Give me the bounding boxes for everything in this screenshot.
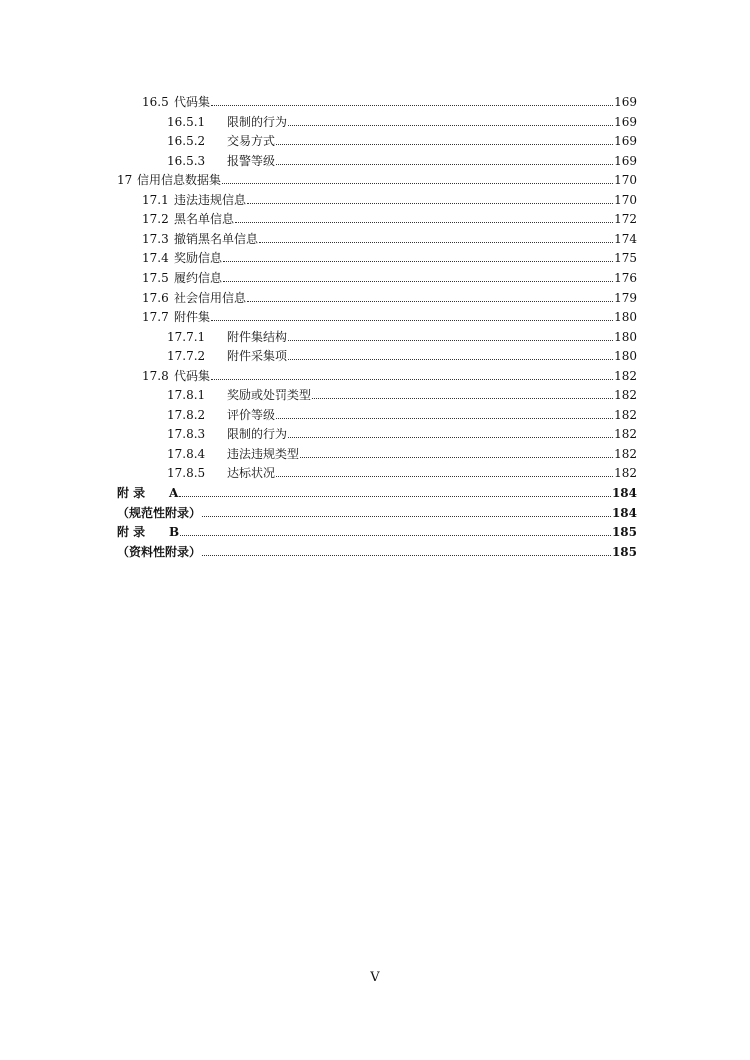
toc-leader-dots [259,241,613,243]
toc-entry[interactable] [142,306,637,324]
toc-entry[interactable] [142,91,637,109]
toc-leader-dots [202,554,611,556]
toc-entry-page: 185 [611,544,637,559]
toc-leader-dots [222,182,613,184]
toc-entry-title: 达标状况 [227,466,276,481]
toc-entry-title: 评价等级 [227,407,276,422]
toc-entry-page: 184 [611,486,637,500]
toc-entry-page: 182 [614,388,637,403]
toc-leader-dots [202,515,611,517]
toc-entry[interactable] [142,267,637,285]
toc-entry[interactable] [142,208,637,226]
toc-leader-dots [312,397,613,399]
toc-leader-dots [235,221,613,223]
toc-entry[interactable] [167,384,637,402]
toc-leader-dots [223,280,613,282]
toc-entry-number: 附 录 [117,525,146,540]
toc-entry-page: 172 [614,212,637,227]
toc-leader-dots [300,456,613,458]
toc-leader-dots [211,319,613,321]
toc-entry-page: 179 [614,290,637,305]
toc-entry-page: 180 [614,310,637,325]
toc-entry-page: 176 [614,270,637,285]
toc-entry[interactable] [142,189,637,207]
toc-entry[interactable] [142,365,637,383]
toc-entry-title: （规范性附录） [117,505,202,520]
toc-entry-title: 附件集结构 [227,329,288,344]
toc-entry[interactable] [117,541,637,559]
toc-entry-page: 185 [611,525,637,540]
toc-entry-title: 违法违规类型 [227,446,300,461]
toc-entry-page: 175 [614,251,637,266]
toc-entry-title: 附件集 [174,310,211,325]
toc-entry[interactable] [167,443,637,461]
toc-leader-dots [276,475,613,477]
toc-entry[interactable] [142,287,637,305]
toc-leader-dots [179,495,611,497]
toc-entry-number: 17.7.2 [167,349,206,364]
toc-entry-title: 附件采集项 [227,349,288,364]
toc-entry[interactable] [167,150,637,168]
toc-entry-number: 17.7.1 [167,329,206,344]
toc-leader-dots [211,104,613,106]
toc-entry[interactable] [167,130,637,148]
toc-entry[interactable] [167,345,637,363]
toc-entry-number: 17 [117,173,133,188]
toc-entry-page: 169 [614,95,637,109]
toc-entry[interactable] [167,423,637,441]
toc-entry-title: 奖励或处罚类型 [227,388,312,403]
toc-entry-title: 奖励信息 [174,251,223,266]
toc-entry-number: 17.8.4 [167,446,206,461]
toc-entry-number: 16.5 [142,95,169,109]
toc-entry-number: 16.5.2 [167,134,206,149]
toc-entry-page: 180 [614,349,637,364]
toc-entry-number: 17.6 [142,290,169,305]
toc-entry-number: 17.8.5 [167,466,206,481]
toc-entry-page: 182 [614,427,637,442]
page-number: V [370,970,380,985]
toc-entry-title: 代码集 [174,95,211,109]
toc-leader-dots [247,300,613,302]
toc-entry-title: 限制的行为 [227,114,288,129]
toc-entry[interactable] [117,521,637,539]
toc-entry-number: 16.5.3 [167,153,206,168]
toc-entry-title: 撤销黑名单信息 [174,231,259,246]
toc-entry-title: 交易方式 [227,134,276,149]
toc-entry-page: 182 [614,368,637,383]
toc-entry-page: 182 [614,446,637,461]
toc-entry-title: 黑名单信息 [174,212,235,227]
toc-leader-dots [276,163,613,165]
toc-entry-page: 170 [614,173,637,188]
toc-entry-number: 17.8.2 [167,407,206,422]
toc-leader-dots [276,143,613,145]
toc-entry-title: 社会信用信息 [174,290,247,305]
toc-entry-number: 17.8 [142,368,169,383]
toc-entry-title: （资料性附录） [117,544,202,559]
toc-entry-number: 17.5 [142,270,169,285]
toc-leader-dots [223,260,613,262]
toc-entry-title: 报警等级 [227,153,276,168]
toc-entry-page: 169 [614,114,637,129]
toc-leader-dots [288,358,613,360]
toc-entry-number: 附 录 [117,486,146,500]
toc-entry-page: 169 [614,134,637,149]
toc-entry-title: B [169,525,180,540]
toc-entry-title: 履约信息 [174,270,223,285]
toc-entry-title: 代码集 [174,368,211,383]
toc-entry[interactable] [117,502,637,520]
toc-entry-page: 169 [614,153,637,168]
toc-entry-number: 17.4 [142,251,169,266]
toc-entry-page: 180 [614,329,637,344]
toc-entry-page: 184 [611,505,637,520]
toc-leader-dots [276,417,613,419]
toc-leader-dots [288,436,613,438]
toc-entry[interactable] [117,169,637,187]
toc-leader-dots [180,534,611,536]
toc-entry-number: 17.3 [142,231,169,246]
toc-entry-number: 16.5.1 [167,114,206,129]
toc-entry-title: A [169,486,179,500]
toc-leader-dots [211,378,613,380]
toc-entry-title: 违法违规信息 [174,192,247,207]
toc-leader-dots [288,339,613,341]
toc-entry-page: 174 [614,231,637,246]
toc-leader-dots [288,124,613,126]
toc-entry-page: 182 [614,466,637,481]
toc-entry-title: 限制的行为 [227,427,288,442]
toc-entry-page: 170 [614,192,637,207]
toc-entry-number: 17.7 [142,310,169,325]
toc-entry-number: 17.1 [142,192,169,207]
toc-entry-title: 信用信息数据集 [137,173,222,188]
toc-entry-number: 17.2 [142,212,169,227]
toc-entry[interactable] [142,228,637,246]
toc-entry-number: 17.8.1 [167,388,206,403]
toc-entry[interactable] [167,111,637,129]
toc-entry[interactable] [142,247,637,265]
toc-entry[interactable] [117,482,637,500]
toc-entry-number: 17.8.3 [167,427,206,442]
toc-entry-page: 182 [614,407,637,422]
toc-entry[interactable] [167,326,637,344]
toc-leader-dots [247,202,613,204]
toc-entry[interactable] [167,462,637,480]
toc-entry[interactable] [167,404,637,422]
